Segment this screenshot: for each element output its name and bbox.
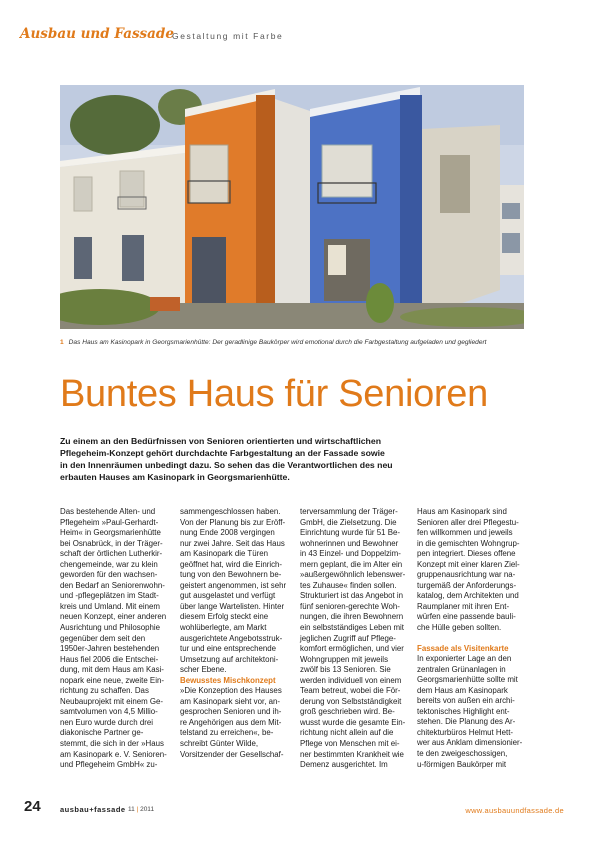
body-column-2 — [180, 507, 290, 760]
body-line: chitekturbüros Helmut Hett- — [417, 727, 514, 737]
body-line: »Die Konzeption des Hauses — [180, 686, 282, 696]
lead-line: Zu einem an den Bedürfnissen von Senioren orientierten und wirtschaftlichen — [60, 436, 382, 446]
body-line: ner bestimmten Krankheit wie — [300, 749, 404, 759]
body-line: stemmt, die sich in der »Haus — [60, 739, 164, 749]
body-line: Ausrichtung und Philosophie — [60, 623, 161, 633]
body-line: Demenz ausgerichtet. Im — [300, 760, 388, 770]
lead-line: in den Innenräumen unbedingt dazu. So sehen das die Verantwortlichen des neu — [60, 459, 393, 470]
body-line: Umsetzung auf architektoni- — [180, 654, 279, 664]
body-line: geworden für den wachsen- — [60, 570, 158, 580]
body-line: stehen. Die Planung des Ar- — [417, 717, 516, 727]
body-line: Das bestehende Alten- und — [60, 507, 156, 516]
body-line: am Kasinopark e. V. Senioren- — [60, 749, 167, 759]
body-line: Senioren aller drei Pflegestu- — [417, 517, 519, 527]
body-line: diakonische Partner ge- — [60, 728, 144, 738]
body-line: telstand zu erreichen«, be- — [180, 728, 274, 738]
body-column-4 — [417, 507, 529, 770]
body-line: te den zweigeschossigen, — [417, 749, 508, 759]
body-line: gegenüber dem seit den — [60, 633, 146, 643]
body-line: mern geplant, die im Alter ein — [300, 559, 403, 569]
website-url: www.ausbauundfassade.de — [465, 806, 564, 815]
body-line: geistert angenommen, ist sehr — [180, 580, 287, 590]
lead-line: erbauten Hauses am Kasinopark in Georgsmarienhütte. — [60, 471, 290, 482]
body-line: ein selbstständiges Leben mit — [300, 623, 404, 633]
body-line: turgemäß der Anforderungs- — [417, 580, 517, 590]
body-line: und Pflegeheim GmbH« zu- — [60, 760, 158, 770]
body-line: 1950er-Jahren bestehenden — [60, 644, 160, 654]
body-line: richtung nicht allein auf die — [300, 728, 394, 738]
body-line: tes Zuhause« finden sollen. — [300, 580, 397, 590]
body-line: wusst wurde die gesamte Ein- — [300, 717, 406, 727]
body-line: tektonisches Highlight ent- — [417, 706, 510, 716]
body-line: tung von den Bewohnern be- — [180, 570, 282, 580]
body-line: kreis und Umland. Mit einem — [60, 601, 160, 611]
section-topic: Gestaltung mit Farbe — [172, 31, 284, 41]
body-line: in 43 Einzel- und Doppelzim- — [300, 549, 401, 559]
body-line: nen Euro wurde durch drei — [60, 717, 153, 727]
section-title: Ausbau und Fassade — [20, 26, 174, 42]
body-line: gruppenausrichtung war na- — [417, 570, 516, 580]
body-line: gut ausgelastet und verfügt — [180, 591, 276, 601]
body-line: fen willkommen und jeweils — [417, 528, 513, 538]
body-line: Team betreut, wobei die För- — [300, 686, 401, 696]
body-line: nopark eine neue, zweite Ein- — [60, 675, 164, 685]
article-title: Buntes Haus für Senioren — [60, 373, 488, 415]
body-line: u-förmigen Baukörper mit — [417, 759, 507, 769]
body-line: dem Haus am Kasinopark — [417, 685, 508, 695]
body-line: fünf senioren-gerechte Woh- — [300, 601, 400, 611]
building-photo — [60, 85, 524, 329]
body-line: würfen eine passende bauli- — [417, 612, 516, 622]
body-line: richtung zu schaffen. Das — [60, 686, 149, 696]
body-line: katalog, dem Architekten und — [417, 591, 519, 601]
body-line: über lange Wartelisten. Hinter — [180, 601, 285, 611]
body-line: in die gemischten Wohngrup- — [417, 538, 520, 548]
body-line: jeglichen Zugriff auf Pflege- — [300, 633, 396, 643]
body-line: am Kasinopark die Türen — [180, 549, 269, 559]
body-line: chengemeinde, war zu klein — [60, 559, 158, 569]
body-line: Haus fiel 2006 die Entschei- — [60, 654, 159, 664]
body-line: Pflege von Menschen mit ei- — [300, 739, 400, 749]
body-line: samtvolumen von 4,5 Millio- — [60, 707, 158, 717]
body-line: ausgerichtete Angebotsstruk- — [180, 633, 283, 643]
body-line: neuen Konzept, einer anderen — [60, 612, 167, 622]
body-line: wer aus Anklam dimensionier- — [417, 738, 523, 748]
body-line: »außergewöhnlich lebenswer- — [300, 570, 406, 580]
body-line: sammengeschlossen haben. — [180, 507, 281, 516]
body-line: geöffnet hat, wird die Einrich- — [180, 559, 283, 569]
body-column-1 — [60, 507, 170, 771]
body-line: gesprochen Senioren und ih- — [180, 707, 282, 717]
body-line: wohlüberlegte, am Markt — [180, 623, 267, 633]
article-lead — [60, 436, 405, 484]
body-line: scher Ebene. — [180, 665, 227, 675]
body-line: Einrichtung wurde für 51 Be- — [300, 528, 401, 538]
body-line: Neubauprojekt mit einem Ge- — [60, 696, 164, 706]
issue-year: 2011 — [140, 806, 155, 813]
body-line: GmbH, die Zielsetzung. Die — [300, 517, 397, 527]
body-line: schreibt Günter Wilde, — [180, 739, 259, 749]
body-line: terversammlung der Träger- — [300, 507, 398, 516]
body-line: Raumplaner mit ihren Ent- — [417, 601, 510, 611]
caption-number: 1 — [60, 339, 64, 346]
body-line: bereits von außen ein archi- — [417, 696, 515, 706]
body-column-3 — [300, 507, 410, 771]
body-line: bei Osnabrück, in der Träger- — [60, 538, 163, 548]
body-line: den Bedarf an Seniorenwohn- — [60, 580, 165, 590]
body-line: und -pflegeplätzen im Stadt- — [60, 591, 159, 601]
body-line: Pflegeheim »Paul-Gerhardt- — [60, 517, 159, 527]
body-line: pen integriert. Dieses offene — [417, 549, 516, 559]
body-line: Wohngruppen mit jeweils — [300, 654, 389, 664]
body-line: zwölf bis 13 Senioren. Sie — [300, 665, 391, 675]
body-line: nung Ende 2008 vergingen — [180, 528, 275, 538]
caption-text: Das Haus am Kasinopark in Georgsmarienhütte: Der geradlinige Baukörper wird emotional durch die Farbgestaltung aufgeladen und gegliedert — [68, 339, 487, 346]
body-line: dung, mit dem Haus am Kasi- — [60, 665, 164, 675]
body-line: Vorsitzender der Gesellschaf- — [180, 749, 284, 759]
body-line: werden individuell von einem — [300, 675, 402, 685]
body-line: diesem Erfolg steckt eine — [180, 612, 269, 622]
body-line: am Kasinopark sieht vor, an- — [180, 696, 280, 706]
body-line: tur und eine entsprechende — [180, 644, 277, 654]
page-number: 24 — [24, 798, 41, 815]
body-line: nur zwei Jahre. Seit das Haus — [180, 538, 285, 548]
body-line: komfort ermöglichen, und vier — [300, 644, 404, 654]
body-line: wohnerinnen und Bewohner — [300, 538, 399, 548]
body-line: re Angehörigen aus dem Mit- — [180, 717, 282, 727]
body-line: groß geschrieben wird. Be- — [300, 707, 395, 717]
body-line: Heim« in Georgsmarienhütte — [60, 528, 161, 538]
photo-caption — [60, 339, 487, 346]
subheading-mischkonzept: Bewusstes Mischkonzept — [180, 675, 276, 685]
body-line: Strukturiert ist das Angebot in — [300, 591, 404, 601]
body-line: che Hülle geben sollten. — [417, 623, 502, 633]
body-line: derung von Selbstständigkeit — [300, 696, 402, 706]
body-line: zentralen Grünanlagen in — [417, 664, 506, 674]
issue-info: 11 | 2011 — [128, 806, 155, 813]
body-line: In exponierter Lage an den — [417, 654, 512, 664]
subheading-visitenkarte: Fassade als Visitenkarte — [417, 643, 509, 653]
magazine-name: ausbau+fassade — [60, 805, 126, 814]
lead-line: Pflegeheim-Konzept gehört durchdachte Farbgestaltung an der Fassade sowie — [60, 447, 385, 458]
body-line: nungen, die ihren Bewohnern — [300, 612, 404, 622]
body-line: schaft der örtlichen Lutherkir- — [60, 549, 163, 559]
issue-number: 11 — [128, 806, 135, 813]
body-line: Georgsmarienhütte sollte mit — [417, 675, 518, 685]
body-line: Konzept mit einer klaren Ziel- — [417, 559, 520, 569]
body-line: Haus am Kasinopark sind — [417, 507, 507, 516]
body-line: Von der Planung bis zur Eröff- — [180, 517, 286, 527]
